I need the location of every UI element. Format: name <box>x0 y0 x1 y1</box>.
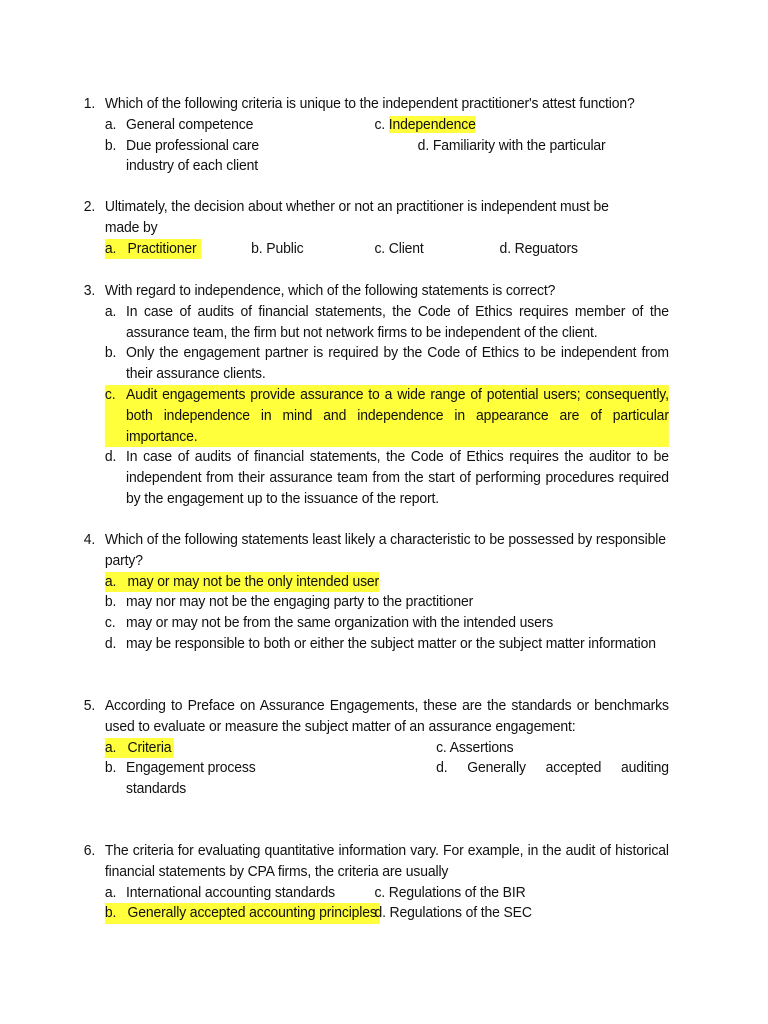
option-b: b. Generally accepted accounting principles <box>105 903 380 924</box>
question-number: 1. <box>83 95 96 112</box>
option-a: a. Criteria <box>105 738 174 759</box>
question-stem: With regard to independence, which of the following statements is correct? <box>104 282 556 299</box>
option-c: c. Independence <box>374 115 476 133</box>
option-d: d. may be responsible to both or either the subject matter or the subject matter information <box>104 634 656 652</box>
option-row <box>105 738 669 759</box>
option-a: a. <box>104 115 117 133</box>
question-stem: According to Preface on Assurance Engagements, these are the standards or benchmarks used to evaluate or measure the subject matter of an assurance engagement: <box>104 697 669 735</box>
option-d-continued: standards <box>126 780 187 798</box>
question-stem: Which of the following statements least likely a characteristic to be possessed by responsible party? <box>104 531 666 569</box>
option-row <box>105 136 669 157</box>
option-b-text: Engagement process <box>126 759 256 777</box>
question-number: 2. <box>83 198 96 215</box>
option-row <box>105 883 669 904</box>
question-stem: Ultimately, the decision about whether or not an practitioner is independent must be made by <box>104 198 609 236</box>
option-row <box>105 779 669 800</box>
question-6 <box>84 841 669 924</box>
option-b-text: Due professional care <box>126 136 260 154</box>
option-a: a. <box>104 883 117 901</box>
question-5 <box>84 696 669 800</box>
option-row <box>105 115 669 136</box>
option-b: b. may nor may not be the engaging party to the practitioner <box>104 593 474 611</box>
option-b: b. <box>104 759 117 777</box>
option-d: d. Regulations of the SEC <box>374 904 532 922</box>
option-c: c. Audit engagements provide assurance to a wide range of potential users; consequently, both independence in mind and independence in appearance are of particular importance. <box>105 385 669 447</box>
option-b: b. Public <box>251 239 304 257</box>
option-b-continued: industry of each client <box>126 157 259 175</box>
option-a: a. may or may not be the only intended user <box>105 572 669 593</box>
option-c: c. Client <box>374 239 424 257</box>
option-d: d. In case of audits of financial statements, the Code of Ethics requires the auditor to be independent from their assurance team from the start of performing procedures required by the engagement up to the issuance of the report. <box>104 448 669 507</box>
question-stem: Which of the following criteria is unique to the independent practitioner's attest function? <box>104 95 635 112</box>
question-number: 6. <box>83 842 96 859</box>
option-c: c. Assertions <box>436 738 514 756</box>
option-a: a. Practitioner <box>105 239 201 260</box>
option-c: c. may or may not be from the same organization with the intended users <box>104 614 554 632</box>
question-number: 4. <box>83 531 96 548</box>
question-stem: The criteria for evaluating quantitative information vary. For example, in the audit of historical financial statements by CPA firms, the criteria are usually <box>104 842 669 880</box>
option-row <box>105 239 669 260</box>
option-c: c. Regulations of the BIR <box>374 883 526 901</box>
option-b: b. <box>104 136 117 154</box>
question-1 <box>84 94 669 177</box>
option-row <box>105 903 669 924</box>
option-d: d. Generally accepted auditing <box>436 759 669 777</box>
option-a-text: International accounting standards <box>126 883 335 901</box>
option-d: d. Familiarity with the particular <box>417 136 606 154</box>
question-number: 5. <box>83 697 96 714</box>
option-d: d. Reguators <box>499 239 578 257</box>
question-number: 3. <box>83 282 96 299</box>
question-4 <box>84 530 669 655</box>
question-3 <box>84 281 669 510</box>
answer-highlight: Independence <box>388 115 476 133</box>
option-row <box>105 758 669 779</box>
option-b: b. Only the engagement partner is required by the Code of Ethics to be independent from their assurance clients. <box>104 344 669 383</box>
option-a: a. In case of audits of financial statements, the Code of Ethics requires member of the assurance team, the firm but not network firms to be independent of the client. <box>104 302 669 341</box>
question-2 <box>84 197 669 259</box>
option-a-text: General competence <box>126 115 254 133</box>
option-row <box>105 156 669 177</box>
